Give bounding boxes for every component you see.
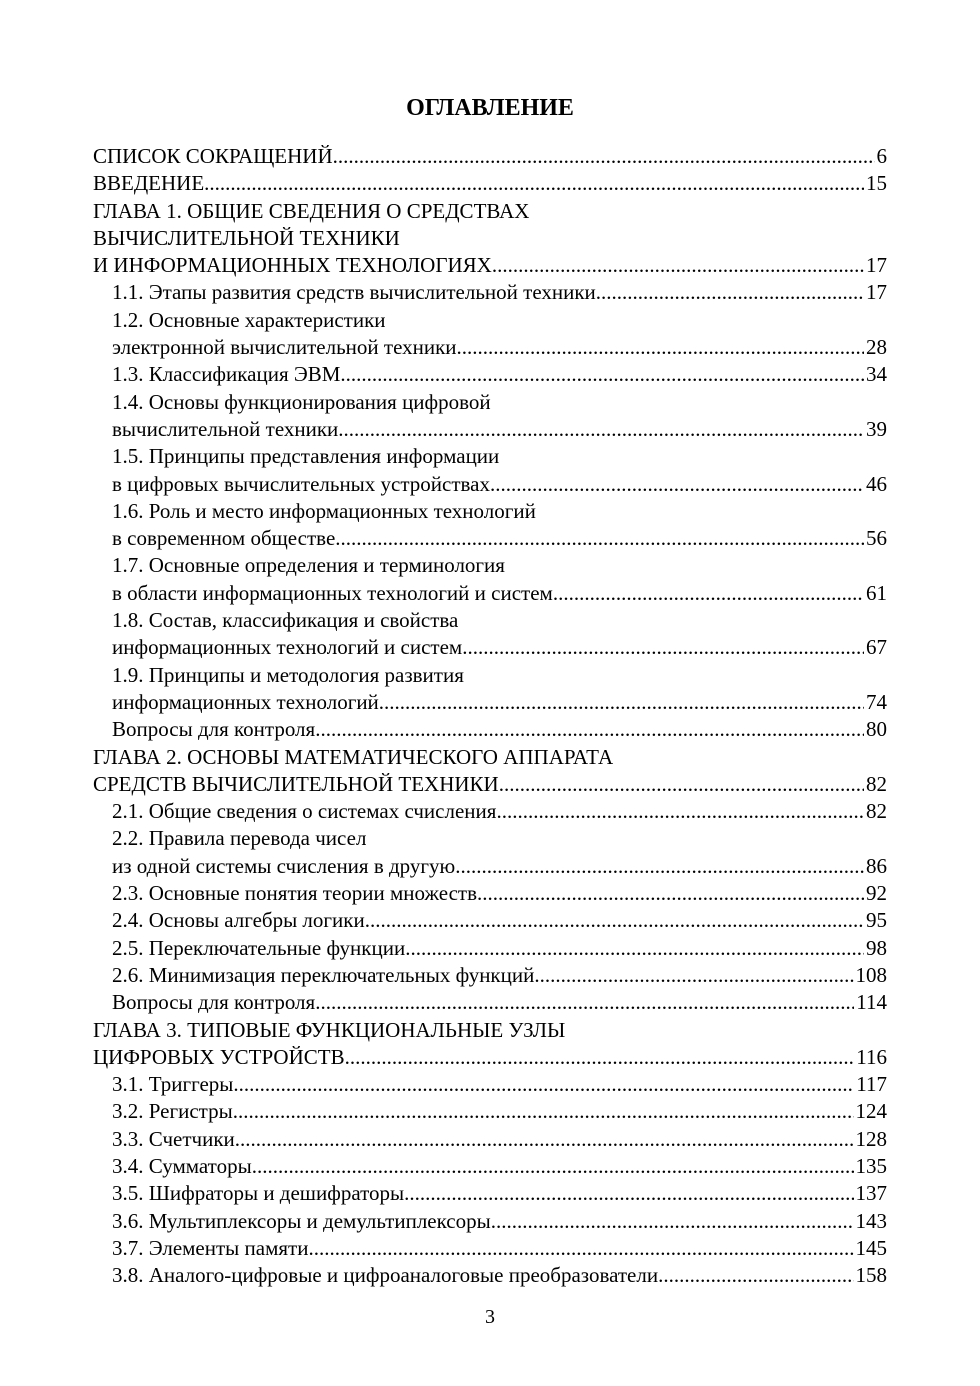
toc-entry-page: 61: [866, 580, 887, 605]
toc-entry-text: Вопросы для контроля: [112, 990, 316, 1015]
toc-entry-page: 137: [855, 1181, 887, 1206]
toc-leader-dots: [340, 361, 864, 388]
toc-leader-dots: [233, 1071, 854, 1098]
toc-entry-page: 80: [866, 717, 887, 742]
toc-leader-dots: [492, 252, 864, 279]
toc-entry: [93, 416, 887, 443]
toc-leader-dots: [496, 798, 864, 825]
toc-leader-dots: [338, 416, 864, 443]
toc-entry: [93, 225, 887, 252]
toc-entry: [93, 361, 887, 388]
toc-entry-page: 143: [855, 1208, 887, 1233]
toc-entry-page: 17: [866, 280, 887, 305]
toc-entry-page: 56: [866, 526, 887, 551]
toc-leader-dots: [491, 1208, 854, 1235]
toc-entry: [93, 389, 887, 416]
toc-leader-dots: [315, 716, 864, 743]
toc-entry-text: в современном обществе: [112, 526, 336, 551]
toc-entry-text: 2.1. Общие сведения о системах счисления: [112, 799, 497, 824]
toc-entry-text: 1.3. Классификация ЭВМ: [112, 362, 341, 387]
toc-leader-dots: [204, 170, 864, 197]
toc-leader-dots: [335, 525, 864, 552]
toc-entry: [93, 880, 887, 907]
toc-entry: [93, 962, 887, 989]
toc-entry-page: 46: [866, 471, 887, 496]
toc-entry: [93, 1098, 887, 1125]
toc-entry-text: 2.3. Основные понятия теории множеств: [112, 881, 477, 906]
toc-entry-text: ГЛАВА 2. ОСНОВЫ МАТЕМАТИЧЕСКОГО АППАРАТА: [93, 744, 614, 769]
toc-entry-page: 82: [866, 799, 887, 824]
toc-entry: [93, 825, 887, 852]
toc-entry-page: 15: [866, 171, 887, 196]
toc-entry: [93, 907, 887, 934]
toc-entry-page: 39: [866, 416, 887, 441]
toc-entry-page: 34: [866, 362, 887, 387]
toc-leader-dots: [345, 1044, 855, 1071]
toc-entry-text: электронной вычислительной техники: [112, 335, 457, 360]
toc-entry: [93, 198, 887, 225]
toc-leader-dots: [499, 771, 864, 798]
toc-leader-dots: [658, 1262, 853, 1289]
toc-entry-text: 1.8. Состав, классификация и свойства: [112, 608, 459, 633]
toc-entry: [93, 1262, 887, 1289]
toc-entry-text: 3.8. Аналого-цифровые и цифроаналоговые преобразователи: [112, 1263, 659, 1288]
toc-entry-page: 158: [855, 1263, 887, 1288]
toc-entry-text: Вопросы для контроля: [112, 717, 316, 742]
toc-entry-page: 95: [866, 908, 887, 933]
toc-entry-text: 1.6. Роль и место информационных технологий: [112, 498, 536, 523]
toc-entry-text: 2.4. Основы алгебры логики: [112, 908, 365, 933]
toc-leader-dots: [404, 1180, 853, 1207]
toc-entry-text: 1.5. Принципы представления информации: [112, 444, 500, 469]
toc-entry: [93, 1071, 887, 1098]
toc-entry-text: 3.6. Мультиплексоры и демультиплексоры: [112, 1208, 491, 1233]
toc-entry: [93, 607, 887, 634]
toc-entry: [93, 279, 887, 306]
page-title: ОГЛАВЛЕНИЕ: [406, 95, 574, 121]
toc-entry: [93, 853, 887, 880]
toc-entry-text: ГЛАВА 3. ТИПОВЫЕ ФУНКЦИОНАЛЬНЫЕ УЗЛЫ: [93, 1017, 566, 1042]
toc-leader-dots: [308, 1235, 853, 1262]
toc-entry-text: И ИНФОРМАЦИОННЫХ ТЕХНОЛОГИЯХ: [93, 253, 492, 278]
toc-leader-dots: [233, 1098, 854, 1125]
toc-entry: [93, 935, 887, 962]
toc-entry-page: 135: [855, 1153, 887, 1178]
toc-entry-text: из одной системы счисления в другую: [112, 853, 456, 878]
toc-entry-text: вычислительной техники: [112, 416, 339, 441]
toc-entry-page: 108: [855, 962, 887, 987]
toc-entry-page: 67: [866, 635, 887, 660]
toc-entry-page: 74: [866, 689, 887, 714]
toc-leader-dots: [596, 279, 864, 306]
toc-entry-text: СРЕДСТВ ВЫЧИСЛИТЕЛЬНОЙ ТЕХНИКИ: [93, 771, 499, 796]
toc-entry-text: ВЫЧИСЛИТЕЛЬНОЙ ТЕХНИКИ: [93, 225, 400, 250]
toc-entry-text: 1.7. Основные определения и терминология: [112, 553, 505, 578]
toc-entry-text: 1.1. Этапы развития средств вычислительной техники: [112, 280, 596, 305]
toc-leader-dots: [365, 907, 864, 934]
toc-entry-text: в области информационных технологий и систем: [112, 580, 553, 605]
toc-entry-page: 116: [856, 1044, 887, 1069]
toc-entry-text: 2.6. Минимизация переключательных функций: [112, 962, 535, 987]
toc-entry-page: 92: [866, 881, 887, 906]
toc-entry-page: 86: [866, 853, 887, 878]
toc-entry-text: информационных технологий и систем: [112, 635, 463, 660]
toc-entry: [93, 143, 887, 170]
toc-leader-dots: [457, 334, 864, 361]
toc-entry-text: 1.2. Основные характеристики: [112, 307, 386, 332]
toc-entry-page: 28: [866, 335, 887, 360]
toc-entry-page: 98: [866, 935, 887, 960]
toc-leader-dots: [235, 1126, 854, 1153]
toc-entry: [93, 307, 887, 334]
toc-entry-page: 128: [855, 1126, 887, 1151]
toc-entry: [93, 689, 887, 716]
toc-entry: [93, 334, 887, 361]
toc-entry: [93, 1235, 887, 1262]
toc-leader-dots: [455, 853, 864, 880]
toc-entry: [93, 634, 887, 661]
toc-entry-page: 114: [856, 990, 887, 1015]
toc-entry-page: 6: [876, 144, 887, 168]
toc-leader-dots: [379, 689, 864, 716]
toc-leader-dots: [462, 634, 864, 661]
toc-entry: [93, 1180, 887, 1207]
toc-entry-text: ВВЕДЕНИЕ: [93, 171, 205, 196]
toc-entry: [93, 716, 887, 743]
toc-entry-text: 2.5. Переключательные функции: [112, 935, 406, 960]
table-of-contents: [93, 143, 887, 1289]
toc-leader-dots: [252, 1153, 854, 1180]
toc-entry: [93, 989, 887, 1016]
toc-leader-dots: [333, 143, 875, 170]
toc-entry-page: 124: [855, 1099, 887, 1124]
toc-entry: [93, 1208, 887, 1235]
toc-entry-text: 1.9. Принципы и методология развития: [112, 662, 464, 687]
toc-leader-dots: [490, 471, 864, 498]
toc-entry-text: СПИСОК СОКРАЩЕНИЙ: [93, 144, 333, 168]
toc-entry-text: 3.7. Элементы памяти: [112, 1235, 309, 1260]
toc-entry: [93, 170, 887, 197]
toc-entry: [93, 552, 887, 579]
toc-entry: [93, 798, 887, 825]
toc-leader-dots: [534, 962, 853, 989]
toc-entry: [93, 498, 887, 525]
toc-leader-dots: [477, 880, 864, 907]
toc-leader-dots: [553, 580, 864, 607]
toc-entry: [93, 580, 887, 607]
toc-entry-text: 3.4. Сумматоры: [112, 1153, 252, 1178]
toc-entry-text: в цифровых вычислительных устройствах: [112, 471, 490, 496]
toc-entry-text: 3.5. Шифраторы и дешифраторы: [112, 1181, 405, 1206]
toc-entry: [93, 1126, 887, 1153]
toc-entry-text: 1.4. Основы функционирования цифровой: [112, 389, 491, 414]
toc-entry: [93, 662, 887, 689]
toc-entry-text: ЦИФРОВЫХ УСТРОЙСТВ: [93, 1044, 345, 1069]
toc-entry-text: ГЛАВА 1. ОБЩИЕ СВЕДЕНИЯ О СРЕДСТВАХ: [93, 198, 530, 223]
toc-entry: [93, 471, 887, 498]
toc-entry: [93, 1044, 887, 1071]
toc-entry-page: 145: [855, 1235, 887, 1260]
toc-entry: [93, 744, 887, 771]
toc-entry: [93, 525, 887, 552]
toc-entry-text: 3.2. Регистры: [112, 1099, 233, 1124]
toc-entry: [93, 1017, 887, 1044]
toc-leader-dots: [405, 935, 864, 962]
toc-entry-text: 3.1. Триггеры: [112, 1072, 234, 1097]
toc-entry-text: информационных технологий: [112, 689, 379, 714]
toc-entry: [93, 1153, 887, 1180]
toc-leader-dots: [315, 989, 854, 1016]
toc-entry-page: 82: [866, 771, 887, 796]
toc-entry-text: 2.2. Правила перевода чисел: [112, 826, 367, 851]
toc-entry: [93, 252, 887, 279]
toc-entry-page: 117: [856, 1072, 887, 1097]
toc-entry: [93, 443, 887, 470]
toc-entry-text: 3.3. Счетчики: [112, 1126, 235, 1151]
toc-entry: [93, 771, 887, 798]
page-number: 3: [485, 1306, 495, 1328]
toc-entry-page: 17: [866, 253, 887, 278]
